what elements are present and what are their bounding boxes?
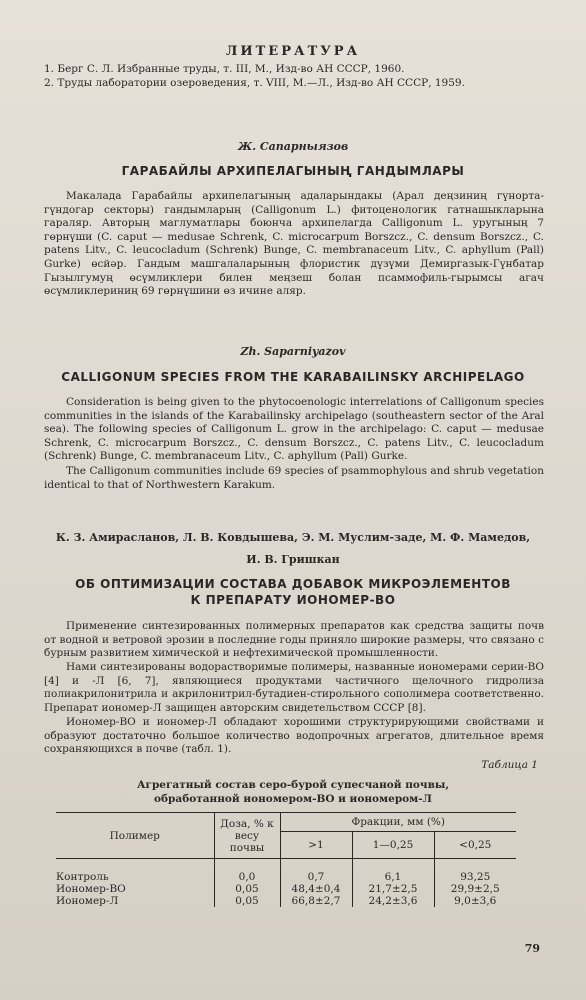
row-dose: 0,0 (214, 859, 280, 884)
table-row (56, 895, 516, 907)
row-fraction-1-025: 21,7±2,5 (352, 883, 434, 895)
column-header-fraction-lt025: <0,25 (434, 832, 516, 859)
table-caption-line1: Агрегатный состав серо-бурой супесчаной почвы, (136, 779, 450, 791)
row-dose: 0,05 (214, 895, 280, 907)
reference-item-1: 1. Берг С. Л. Избранные труды, т. III, М., Изд-во АН СССР, 1960. (44, 63, 405, 75)
article-title-line1: ОБ ОПТИМИЗАЦИИ СОСТАВА ДОБАВОК МИКРОЭЛЕМЕНТОВ (75, 577, 511, 591)
english-title: CALLIGONUM SPECIES FROM THE KARABAILINSKY ARCHIPELAGO (61, 370, 525, 384)
turkmen-author: Ж. Сапарныязов (237, 140, 349, 153)
literature-heading: ЛИТЕРАТУРА (225, 44, 361, 59)
row-name: Контроль (56, 871, 109, 883)
row-name: Иономер-Л (56, 895, 119, 907)
article-paragraph-1: Применение синтезированных полимерных препаратов как средства защиты почв от водной и ветровой эрозии в последние годы приняло широкие размеры, что связано с бурным развитием химической и нефтехимической промышленности. (44, 620, 544, 660)
column-header-fractions: Фракции, мм (%) (280, 813, 516, 832)
row-fraction-gt1: 66,8±2,7 (280, 895, 352, 907)
page-number: 79 (524, 942, 540, 955)
article-paragraph-3: Иономер-ВО и иономер-Л обладают хорошими структурирующими свойствами и образуют достаточно большое количество водопрочных агрегатов, длительное время сохраняющихся в почве (табл. 1). (44, 716, 544, 756)
table-row (56, 883, 516, 895)
row-fraction-1-025: 6,1 (352, 859, 434, 884)
reference-item-2: 2. Труды лаборатории озероведения, т. VIII, М.—Л., Изд-во АН СССР, 1959. (44, 77, 465, 89)
soil-aggregate-table (56, 812, 516, 907)
english-abstract-p1: Consideration is being given to the phytocoenologic interrelations of Calligonum species communities in the islands of the Karabailinsky archipelago (southeastern sector of the Aral sea). The following species of Calligonum L. grow in the archipelago: C. caput — medusae Schrenk, C. microcarpum Borszcz., C. densum Borszcz., C. patens Litv., C. leucocladum (Schrenk) Bunge, C. membranaceum Litv., C. aphyllum (Pall) Gurke. (44, 396, 544, 463)
column-header-polymer: Полимер (56, 813, 214, 859)
row-fraction-lt025: 9,0±3,6 (434, 895, 516, 907)
turkmen-title: ГАРАБАЙЛЫ АРХИПЕЛАГЫНЫҢ ГАНДЫМЛАРЫ (121, 164, 465, 178)
column-header-fraction-gt1: >1 (280, 832, 352, 859)
article-authors-line1: К. З. Амирасланов, Л. В. Ковдышева, Э. М. Муслим-заде, М. Ф. Мамедов, (55, 531, 531, 544)
row-fraction-gt1: 0,7 (280, 859, 352, 884)
article-paragraph-2: Нами синтезированы водорастворимые полимеры, названные иономерами серии-ВО [4] и -Л [6, 7], являющиеся продуктами частичного щелочного гидролиза полиакрилонитрила и акрилонитрил-бутадиен-стирольного сополимера соответственно. Препарат иономер-Л защищен авторским свидетельством СССР [8]. (44, 661, 544, 714)
article-authors-line2: И. В. Гришкан (246, 553, 340, 566)
english-author: Zh. Saparniyazov (240, 345, 346, 358)
row-fraction-lt025: 29,9±2,5 (434, 883, 516, 895)
row-fraction-lt025: 93,25 (434, 859, 516, 884)
row-name: Иономер-ВО (56, 883, 126, 895)
english-abstract-p2: The Calligonum communities include 69 species of psammophylous and shrub vegetation identical to that of Northwestern Karakum. (44, 465, 544, 491)
turkmen-abstract: Макалада Гарабайлы архипелагының адаларындакы (Арал деңзиниң гүнорта-гүндогар секторы) гандымларың (Calligonum L.) фитоценологик гатнашыкларына гараляр. Авторың маглуматлары боюнча архипелагда Calligonum L. уругының 7 гөрнүши (C. caput — medusae Schrenk, C. microcarpum Borszcz., C. densum Borszcz., C. patens Litv., C. leucocladum (Schrenk) Bunge, C. membranaceum Litv., C. aphyllum (Pall) Gurke) өсйәр. Гандым машгалаларының флористик дүзүми Демиргазык-Гүнбатар Гызылгумуң өсүмликлери билен меңзеш болан псаммофиль-гырымсы агач өсүмликлериниң 69 гөрнүшини өз ичине аляр. (44, 190, 544, 298)
reference-list (44, 62, 544, 90)
column-header-fraction-1-025: 1—0,25 (352, 832, 434, 859)
article-title-line2: К ПРЕПАРАТУ ИОНОМЕР-ВО (190, 593, 396, 607)
table-caption (0, 778, 586, 806)
row-dose: 0,05 (214, 883, 280, 895)
table-row (56, 859, 516, 884)
table-label: Таблица 1 (481, 759, 538, 771)
row-fraction-gt1: 48,4±0,4 (280, 883, 352, 895)
row-fraction-1-025: 24,2±3,6 (352, 895, 434, 907)
table-caption-line2: обработанной иономером-ВО и иономером-Л (154, 793, 432, 805)
column-header-dose: Доза, % к весу почвы (214, 813, 280, 859)
